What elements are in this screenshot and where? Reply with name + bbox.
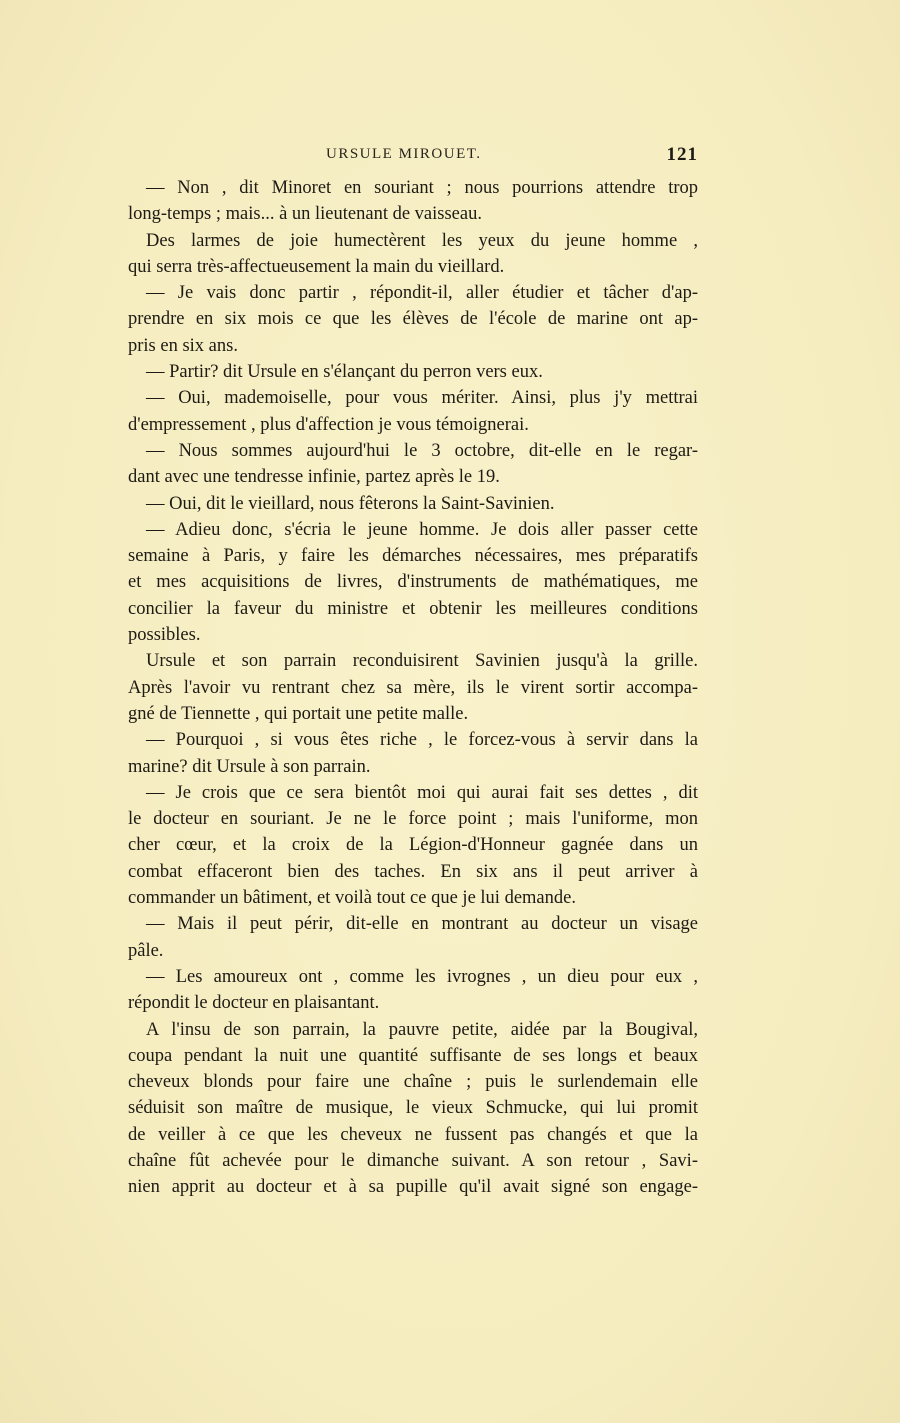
text-line: possibles. — [128, 625, 201, 646]
text-line: — Oui, mademoiselle, pour vous mériter. Ainsi, plus j'y mettrai — [146, 388, 698, 409]
text-line: concilier la faveur du ministre et obtenir les meilleures conditions — [128, 598, 698, 619]
text-line: — Pourquoi , si vous êtes riche , le forcez-vous à servir dans la — [146, 730, 698, 751]
text-line: qui serra très-affectueusement la main du vieillard. — [128, 256, 505, 277]
text-line: — Mais il peut périr, dit-elle en montrant au docteur un visage — [146, 914, 698, 935]
text-line: le docteur en souriant. Je ne le force point ; mais l'uniforme, mon — [128, 809, 698, 830]
text-line: — Non , dit Minoret en souriant ; nous pourrions attendre trop — [146, 178, 698, 198]
text-line: chaîne fût achevée pour le dimanche suivant. A son retour , Savi- — [128, 1150, 698, 1171]
text-line: répondit le docteur en plaisantant. — [128, 993, 380, 1014]
text-line: — Je crois que ce sera bientôt moi qui aurai fait ses dettes , dit — [146, 782, 698, 803]
text-line: dant avec une tendresse infinie, partez après le 19. — [128, 467, 500, 488]
text-line: nien apprit au docteur et à sa pupille qu'il avait signé son engage- — [128, 1177, 698, 1198]
running-title: URSULE MIROUET. — [326, 146, 482, 162]
text-line: long-temps ; mais... à un lieutenant de vaisseau. — [128, 204, 482, 225]
text-line: commander un bâtiment, et voilà tout ce que je lui demande. — [128, 888, 576, 909]
text-line: pris en six ans. — [128, 335, 238, 356]
page-number: 121 — [666, 144, 698, 165]
text-line: d'empressement , plus d'affection je vous témoignerai. — [128, 414, 529, 435]
text-line: gné de Tiennette , qui portait une petite malle. — [128, 703, 469, 724]
text-line: pâle. — [128, 940, 164, 961]
body-text — [128, 175, 698, 1201]
text-line: Après l'avoir vu rentrant chez sa mère, ils le virent sortir accompa- — [128, 677, 698, 698]
text-line: marine? dit Ursule à son parrain. — [128, 756, 371, 777]
text-line: — Les amoureux ont , comme les ivrognes , un dieu pour eux , — [146, 966, 698, 987]
text-line: A l'insu de son parrain, la pauvre petite, aidée par la Bougival, — [146, 1019, 698, 1040]
text-line: — Partir? dit Ursule en s'élançant du perron vers eux. — [146, 362, 543, 383]
text-line: Des larmes de joie humectèrent les yeux du jeune homme , — [146, 230, 698, 251]
text-line: combat effaceront bien des taches. En six ans il peut arriver à — [128, 861, 698, 882]
text-line: coupa pendant la nuit une quantité suffisante de ses longs et beaux — [128, 1045, 698, 1066]
text-line: de veiller à ce que les cheveux ne fussent pas changés et que la — [128, 1124, 698, 1145]
text-line: cheveux blonds pour faire une chaîne ; puis le surlendemain elle — [128, 1072, 698, 1093]
text-line: et mes acquisitions de livres, d'instruments de mathématiques, me — [128, 572, 698, 593]
text-line: — Je vais donc partir , répondit-il, aller étudier et tâcher d'ap- — [146, 283, 698, 304]
text-line: — Oui, dit le vieillard, nous fêterons la Saint-Savinien. — [146, 493, 555, 514]
text-line: cher cœur, et la croix de la Légion-d'Honneur gagnée dans un — [128, 835, 698, 856]
text-line: séduisit son maître de musique, le vieux Schmucke, qui lui promit — [128, 1098, 698, 1119]
text-line: Ursule et son parrain reconduisirent Savinien jusqu'à la grille. — [146, 651, 698, 672]
text-line: semaine à Paris, y faire les démarches nécessaires, mes préparatifs — [128, 546, 698, 567]
text-line: — Nous sommes aujourd'hui le 3 octobre, dit-elle en le regar- — [146, 440, 698, 461]
text-line: — Adieu donc, s'écria le jeune homme. Je dois aller passer cette — [146, 519, 698, 540]
page-header — [128, 144, 698, 168]
text-line: prendre en six mois ce que les élèves de l'école de marine ont ap- — [128, 309, 698, 330]
